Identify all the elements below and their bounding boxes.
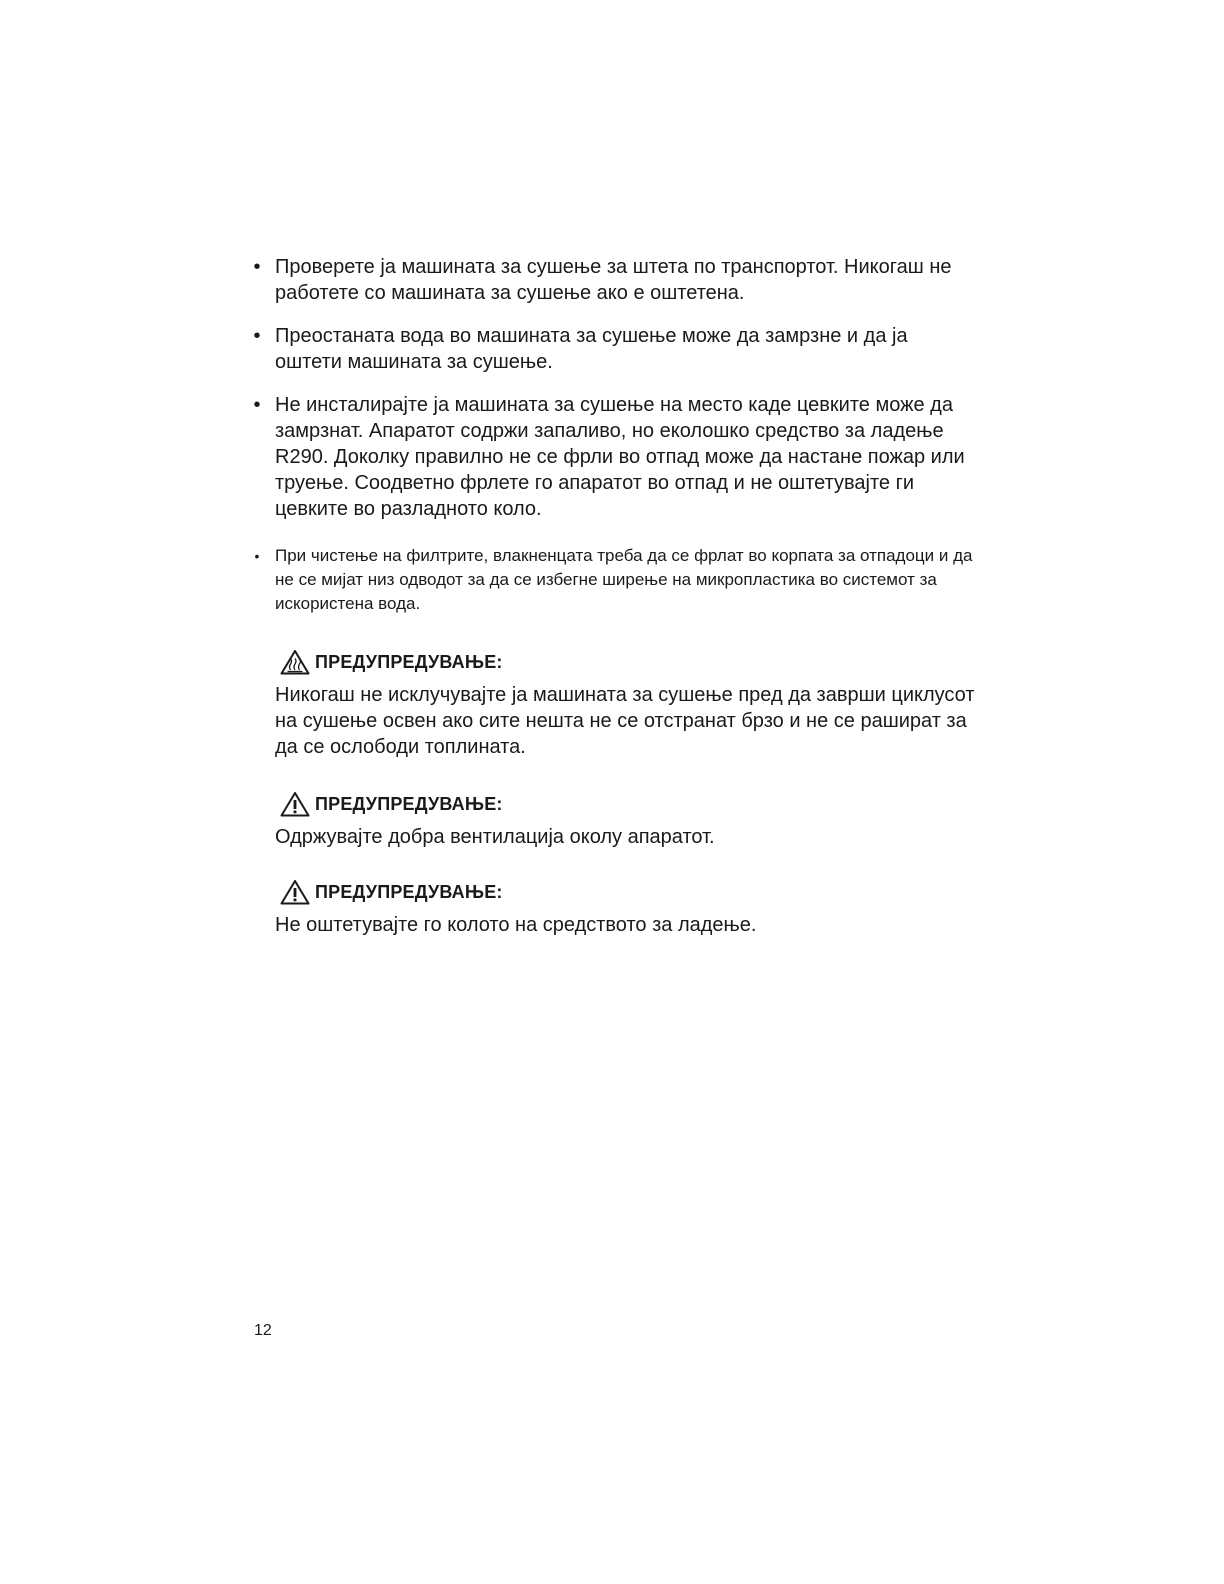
bullet-item-filter-cleaning — [250, 544, 980, 616]
bullet-item-residual-water — [250, 323, 980, 375]
warning-text: Не оштетувајте го колото на средството за ладење. — [275, 914, 757, 936]
warning-text: Одржувајте добра вентилација околу апаратот. — [275, 826, 715, 848]
bullet-text: Проверете ја машината за сушење за штета по транспортот. Никогаш не работете со машината за сушење ако е оштетена. — [275, 256, 952, 304]
warning-title: ПРЕДУПРЕДУВАЊЕ: — [315, 881, 503, 902]
exclamation-warning-icon — [280, 791, 310, 817]
warning-title: ПРЕДУПРЕДУВАЊЕ: — [315, 651, 503, 672]
bullet-item-installation-refrigerant — [250, 392, 980, 522]
warning-header — [275, 877, 975, 907]
bullet-text: Не инсталирајте ја машината за сушење на место каде цевките може да замрзнат. Апаратот содржи запаливо, но еколошко средство за ладење R290. Доколку правилно не се фрли во отпад може да настане пожар или труење. Соодветно фрлете го апаратот во отпад и не оштетувајте ги цевките во разладното коло. — [275, 394, 965, 520]
warning-header — [275, 647, 975, 677]
warning-block-ventilation — [275, 789, 975, 850]
bullet-icon: • — [253, 325, 261, 347]
warning-block-heat — [275, 647, 975, 760]
bullet-icon: • — [254, 548, 260, 564]
bullet-text: Преостаната вода во машината за сушење може да замрзне и да ја оштети машината за сушење. — [275, 325, 908, 373]
warning-block-refrigerant — [275, 877, 975, 938]
bullet-text: При чистење на филтрите, влакненцата треба да се фрлат во корпата за отпадоци и да не се мијат низ одводот за да се избегне ширење на микропластика во системот за искористена вода. — [275, 546, 973, 613]
exclamation-warning-icon — [280, 879, 310, 905]
warning-text: Никогаш не исклучувајте ја машината за сушење пред да заврши циклусот на сушење освен ако сите нешта не се отстранат брзо и не се рашират за да се ослободи топлината. — [275, 684, 975, 758]
page-number: 12 — [254, 1322, 272, 1339]
hot-surface-warning-icon — [280, 649, 310, 675]
warning-title: ПРЕДУПРЕДУВАЊЕ: — [315, 793, 503, 814]
bullet-icon: • — [253, 256, 261, 278]
bullet-icon: • — [253, 394, 261, 416]
safety-bullet-list — [250, 254, 980, 616]
bullet-item-transport-damage — [250, 254, 980, 306]
warning-header — [275, 789, 975, 819]
